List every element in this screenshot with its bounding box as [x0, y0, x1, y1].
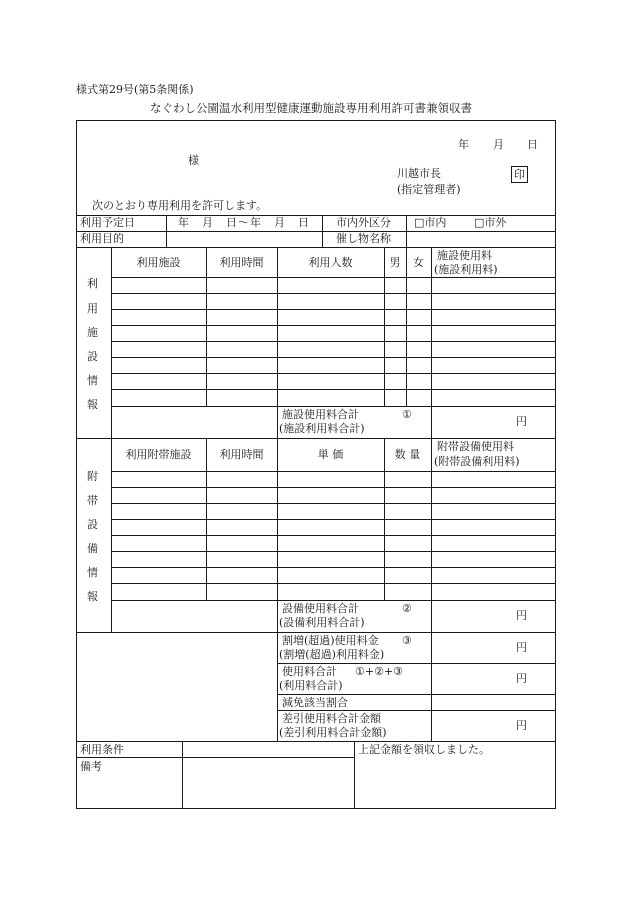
facility-section-char: 利	[87, 277, 98, 290]
schedule-label: 利用予定日	[80, 216, 135, 229]
facility-section-char: 用	[87, 302, 98, 315]
purpose-label: 利用目的	[80, 232, 124, 245]
grand-total-formula: ①+②+③	[355, 665, 404, 678]
grand-total-label: 使用料合計	[282, 665, 337, 678]
surcharge-label: 割増(超過)使用料金	[282, 634, 379, 647]
date-year: 年	[458, 138, 469, 151]
event-label: 催し物名称	[336, 232, 391, 245]
col-fee-sub: (施設利用料)	[434, 263, 498, 276]
area-label: 市内外区分	[336, 216, 391, 229]
col-unit-price: 単 価	[317, 448, 344, 461]
col-quantity: 数 量	[394, 448, 421, 461]
facility-section-char: 情	[87, 374, 98, 387]
equipment-section-char: 帯	[87, 494, 98, 507]
receipt-notice: 上記金額を領収しました。	[358, 743, 490, 756]
surcharge-yen: 円	[516, 641, 527, 654]
equipment-section-char: 情	[87, 566, 98, 579]
net-total-yen: 円	[516, 719, 527, 732]
col-equipment-time: 利用時間	[219, 448, 264, 461]
col-equipment: 利用附帯施設	[125, 448, 192, 461]
col-people: 利用人数	[308, 256, 353, 269]
col-female: 女	[413, 256, 424, 269]
equipment-total-yen: 円	[516, 609, 527, 622]
col-fee: 施設使用料	[437, 249, 492, 262]
equipment-total-label: 設備使用料合計	[282, 602, 359, 615]
issuer-manager: (指定管理者)	[397, 183, 461, 196]
schedule-value: 年 月 日〜年 月 日	[178, 216, 310, 229]
date-month: 月	[493, 138, 504, 151]
grand-total-sub: (利用料合計)	[279, 679, 343, 692]
date-day: 日	[527, 138, 538, 151]
net-total-sub: (差引利用料合計金額)	[279, 726, 387, 739]
conditions-label: 利用条件	[80, 743, 124, 756]
seal-mark: 印	[511, 166, 528, 183]
facility-section-char: 施	[87, 326, 98, 339]
facility-total-sub: (施設利用料合計)	[279, 422, 365, 435]
grand-total-yen: 円	[516, 672, 527, 685]
col-equipment-fee: 附帯設備使用料	[437, 440, 514, 453]
permit-notice: 次のとおり専用利用を許可します。	[92, 199, 268, 212]
equipment-total-sub: (設備利用料合計)	[279, 616, 365, 629]
equipment-section-char: 附	[87, 470, 98, 483]
equipment-section-char: 備	[87, 542, 98, 555]
col-male: 男	[389, 256, 401, 269]
addressee-sama: 様	[188, 154, 199, 167]
equipment-section-char: 報	[87, 590, 98, 603]
form-number: 様式第29号(第5条関係)	[76, 83, 194, 96]
surcharge-sub: (割増(超過)利用料金)	[279, 648, 385, 661]
facility-section-char: 設	[87, 350, 98, 363]
area-out-checkbox[interactable]: □市外	[474, 216, 507, 229]
form-title: なぐわし公園温水利用型健康運動施設専用利用許可書兼領収書	[150, 101, 472, 115]
equipment-section-char: 設	[87, 518, 98, 531]
area-in-checkbox[interactable]: □市内	[414, 216, 447, 229]
net-total-label: 差引使用料合計金額	[282, 712, 381, 725]
col-facility: 利用施設	[136, 256, 181, 269]
reduction-label: 減免該当割合	[282, 696, 348, 709]
remarks-label: 備考	[80, 760, 102, 773]
col-equipment-fee-sub: (附帯設備利用料)	[434, 455, 520, 468]
equipment-total-number: ②	[402, 602, 412, 615]
facility-total-label: 施設使用料合計	[282, 408, 359, 421]
surcharge-number: ③	[402, 634, 412, 647]
facility-total-number: ①	[402, 408, 412, 421]
issuer-mayor: 川越市長	[397, 167, 441, 180]
col-time: 利用時間	[219, 256, 264, 269]
facility-section-char: 報	[87, 398, 98, 411]
facility-total-yen: 円	[516, 415, 527, 428]
